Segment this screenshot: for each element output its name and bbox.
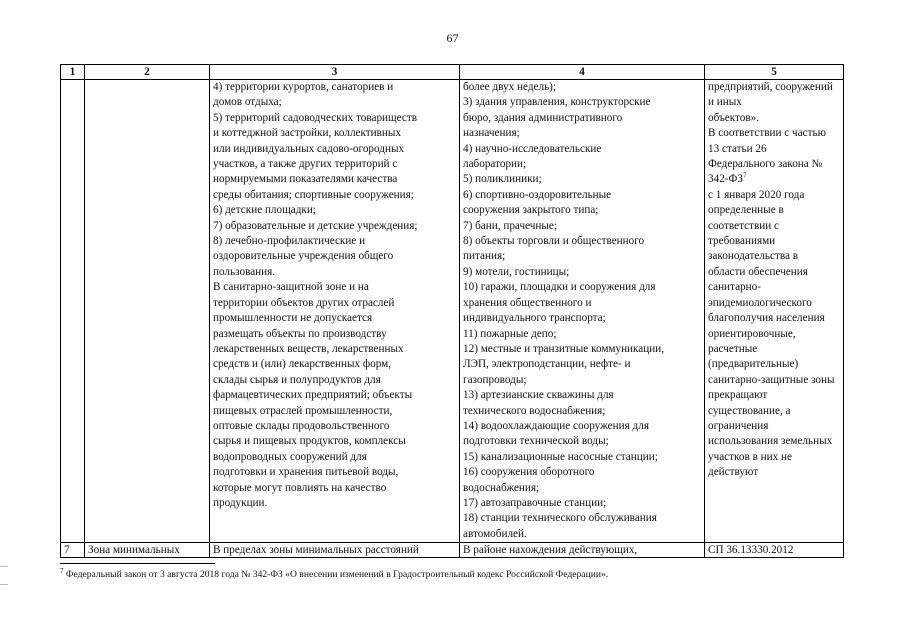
text-line: ограничения <box>708 419 769 432</box>
text-line: промышленности не допускается <box>213 312 373 325</box>
page-number: 67 <box>446 31 459 45</box>
text-line: пищевых отраслей промышленности, <box>213 404 393 417</box>
text-line: Федерального закона № <box>708 158 823 171</box>
footnote-marker: 7 <box>60 566 64 575</box>
text-line: с 1 января 2020 года <box>708 188 805 201</box>
text-line: объектов». <box>708 111 760 124</box>
text-line: оздоровительные учреждения общего <box>213 250 394 263</box>
text-line: 5) поликлиники; <box>463 173 542 186</box>
text-line: хранения общественного и <box>463 296 592 309</box>
text-line-content: 342-ФЗ <box>708 173 743 186</box>
cell-legal-basis <box>705 80 844 543</box>
text-line: законодательства в <box>708 250 799 263</box>
cell-restrictions-text <box>210 80 460 543</box>
document-table <box>60 64 844 558</box>
text-line: участков, а также других территорий с <box>213 158 398 171</box>
text-line: ЛЭП, электроподстанции, нефте- и <box>463 358 631 371</box>
allowed-objects-lines <box>463 80 701 542</box>
text-line: газопроводы; <box>463 373 527 386</box>
cell-row-7-zone-name: Зона минимальных <box>85 543 210 558</box>
text-line: требованиями <box>708 235 776 248</box>
text-line: водопроводных сооружений для <box>213 450 367 463</box>
text-line: 7) бани, прачечные; <box>463 219 557 232</box>
text-line: В соответствии с частью <box>708 127 826 140</box>
text-line: подготовки и хранения питьевой воды, <box>213 466 399 479</box>
footnote-reference: 7 <box>742 171 747 180</box>
text-line: 4) научно-исследовательские <box>463 142 602 155</box>
text-line: средств и (или) лекарственных форм, <box>213 358 392 371</box>
text-line: продукции. <box>213 496 268 509</box>
text-line: действуют <box>708 466 759 479</box>
text-line: сырья и пищевых продуктов, комплексы <box>213 435 406 448</box>
text-line: 8) объекты торговли и общественного <box>463 235 645 248</box>
text-line: или индивидуальных садово-огородных <box>213 142 405 155</box>
text-line: фармацевтических предприятий; объекты <box>213 389 413 402</box>
cell-row-cont-col-1 <box>61 80 85 543</box>
text-line: 18) станции технического обслуживания <box>463 512 657 525</box>
text-line: водоснабжения; <box>463 481 540 494</box>
text-line: территории объектов других отраслей <box>213 296 395 309</box>
footnote-text: Федеральный закон от 3 августа 2018 года № 342-ФЗ «О внесении изменений в Градостроительный кодекс Российской Федерации». <box>63 569 609 580</box>
text-line: бюро, здания административного <box>463 111 623 124</box>
text-line: автомобилей. <box>463 527 527 540</box>
margin-tick <box>0 566 8 567</box>
text-line: 13) артезианские скважины для <box>463 389 614 402</box>
text-line: 4) территории курортов, санаториев и <box>213 81 394 93</box>
text-line: питания; <box>463 250 506 263</box>
legal-basis-lines <box>708 80 840 481</box>
text-line: соответствии с <box>708 219 779 232</box>
text-line: пользования. <box>213 265 276 278</box>
cell-row-7-legal-basis: СП 36.13330.2012 <box>705 543 844 558</box>
text-line: В санитарно-защитной зоне и на <box>213 281 369 294</box>
text-line: эпидемиологического <box>708 296 812 309</box>
footnote-divider <box>60 563 215 564</box>
header-col-5: 5 <box>705 65 844 80</box>
text-line: санитарно- <box>708 281 761 294</box>
text-line <box>708 172 840 187</box>
text-line: 5) территорий садоводческих товариществ <box>213 111 418 124</box>
text-line: оптовые склады продовольственного <box>213 419 390 432</box>
text-line: размещать объекты по производству <box>213 327 387 340</box>
text-line: домов отдыха; <box>213 96 282 109</box>
text-line: 11) пожарные депо; <box>463 327 557 340</box>
text-line: и иных <box>708 96 742 109</box>
text-line: использования земельных <box>708 435 833 448</box>
text-line: участков в них не <box>708 450 792 463</box>
restrictions-lines <box>213 80 456 511</box>
text-line: расчетные <box>708 342 758 355</box>
text-line: 12) местные и транзитные коммуникации, <box>463 342 665 355</box>
text-line: технического водоснабжения; <box>463 404 606 417</box>
text-line: склады сырья и полупродуктов для <box>213 373 381 386</box>
cell-row-7-number: 7 <box>61 543 85 558</box>
text-line: 13 статьи 26 <box>708 142 767 155</box>
text-line: 6) детские площадки; <box>213 204 316 217</box>
text-line: 9) мотели, гостиницы; <box>463 265 570 278</box>
text-line: индивидуального транспорта; <box>463 312 606 325</box>
text-line: 7) образовательные и детские учреждения; <box>213 219 418 232</box>
text-line: лекарственных веществ, лекарственных <box>213 342 404 355</box>
cell-row-cont-col-2 <box>85 80 210 543</box>
table-row-continued <box>61 80 844 543</box>
text-line: более двух недель); <box>463 81 557 93</box>
text-line: лаборатории; <box>463 158 527 171</box>
text-line: 17) автозаправочные станции; <box>463 496 607 509</box>
text-line: (предварительные) <box>708 358 799 371</box>
text-line: предприятий, сооружений <box>708 81 833 93</box>
text-line: сооружения закрытого типа; <box>463 204 599 217</box>
text-line: среды обитания; спортивные сооружения; <box>213 188 414 201</box>
text-line: существование, а <box>708 404 791 417</box>
text-line: и коттеджной застройки, коллективных <box>213 127 402 140</box>
margin-tick <box>0 584 8 585</box>
cell-row-7-objects: В районе нахождения действующих, <box>460 543 705 558</box>
header-col-1: 1 <box>61 65 85 80</box>
header-col-4: 4 <box>460 65 705 80</box>
text-line: которые могут повлиять на качество <box>213 481 387 494</box>
table-header-row <box>61 65 844 80</box>
cell-row-7-restrictions: В пределах зоны минимальных расстояний <box>210 543 460 558</box>
header-col-3: 3 <box>210 65 460 80</box>
table-row-7 <box>61 543 844 558</box>
text-line: 16) сооружения оборотного <box>463 466 595 479</box>
text-line: 6) спортивно-оздоровительные <box>463 188 612 201</box>
header-col-2: 2 <box>85 65 210 80</box>
text-line: ориентировочные, <box>708 327 796 340</box>
cell-allowed-objects <box>460 80 705 543</box>
text-line: определенные в <box>708 204 784 217</box>
text-line: прекращают <box>708 389 768 402</box>
text-line: благополучия населения <box>708 312 825 325</box>
text-line: нормируемыми показателями качества <box>213 173 398 186</box>
text-line: 3) здания управления, конструкторские <box>463 96 651 109</box>
text-line: 8) лечебно-профилактические и <box>213 235 366 248</box>
text-line: 15) канализационные насосные станции; <box>463 450 658 463</box>
text-line: 14) водоохлаждающие сооружения для <box>463 419 649 432</box>
text-line: назначения; <box>463 127 520 140</box>
text-line: подготовки технической воды; <box>463 435 609 448</box>
footnote <box>60 566 609 580</box>
text-line: санитарно-защитные зоны <box>708 373 835 386</box>
text-line: 10) гаражи, площадки и сооружения для <box>463 281 656 294</box>
text-line: области обеспечения <box>708 265 808 278</box>
